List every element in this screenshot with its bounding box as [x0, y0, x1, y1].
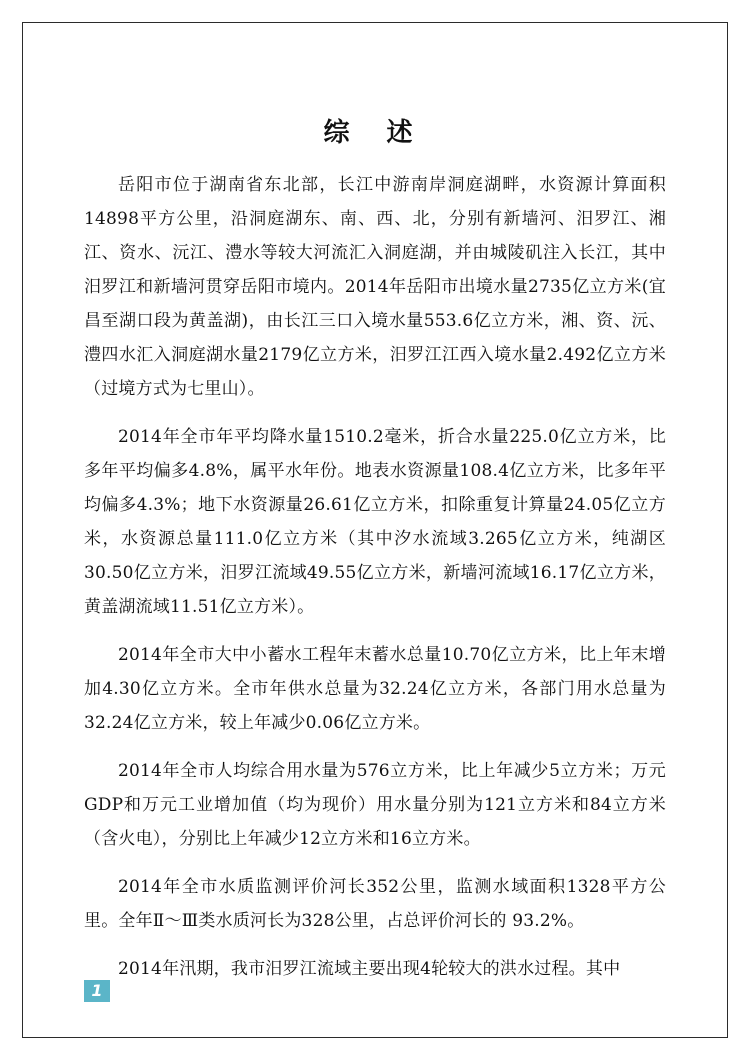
paragraph: 岳阳市位于湖南省东北部，长江中游南岸洞庭湖畔，水资源计算面积14898平方公里，沿洞庭湖东、南、西、北，分别有新墙河、汨罗江、湘江、资水、沅江、澧水等较大河流汇入洞庭湖，并由城陵矶注入长江，其中汨罗江和新墙河贯穿岳阳市境内。2014年岳阳市出境水量2735亿立方米(宜昌至湖口段为黄盖湖)，由长江三口入境水量553.6亿立方米，湘、资、沅、澧四水汇入洞庭湖水量2179亿立方米，汨罗江江西入境水量2.492亿立方米（过境方式为七里山）。	[84, 175, 666, 399]
page-number-badge: 1	[84, 980, 110, 1002]
document-body	[84, 168, 666, 1000]
paragraph: 2014年全市水质监测评价河长352公里，监测水域面积1328平方公里。全年Ⅱ～Ⅲ类水质河长为328公里，占总评价河长的 93.2%。	[84, 877, 666, 931]
paragraph: 2014年汛期，我市汨罗江流域主要出现4轮较大的洪水过程。其中	[118, 959, 621, 979]
paragraph: 2014年全市年平均降水量1510.2毫米，折合水量225.0亿立方米，比多年平均偏多4.8%，属平水年份。地表水资源量108.4亿立方米，比多年平均偏多4.3%；地下水资源量26.61亿立方米，扣除重复计算量24.05亿立方米，水资源总量111.0亿立方米（其中汐水流域3.265亿立方米，纯湖区30.50亿立方米，汨罗江流域49.55亿立方米，新墙河流域16.17亿立方米，黄盖湖流域11.51亿立方米）。	[84, 427, 666, 617]
paragraph: 2014年全市人均综合用水量为576立方米，比上年减少5立方米；万元GDP和万元工业增加值（均为现价）用水量分别为121立方米和84立方米（含火电），分别比上年减少12立方米和16立方米。	[84, 761, 666, 849]
page-title: 综 述	[323, 118, 427, 148]
paragraph: 2014年全市大中小蓄水工程年末蓄水总量10.70亿立方米，比上年末增加4.30亿立方米。全市年供水总量为32.24亿立方米，各部门用水总量为32.24亿立方米，较上年减少0.06亿立方米。	[84, 645, 666, 733]
